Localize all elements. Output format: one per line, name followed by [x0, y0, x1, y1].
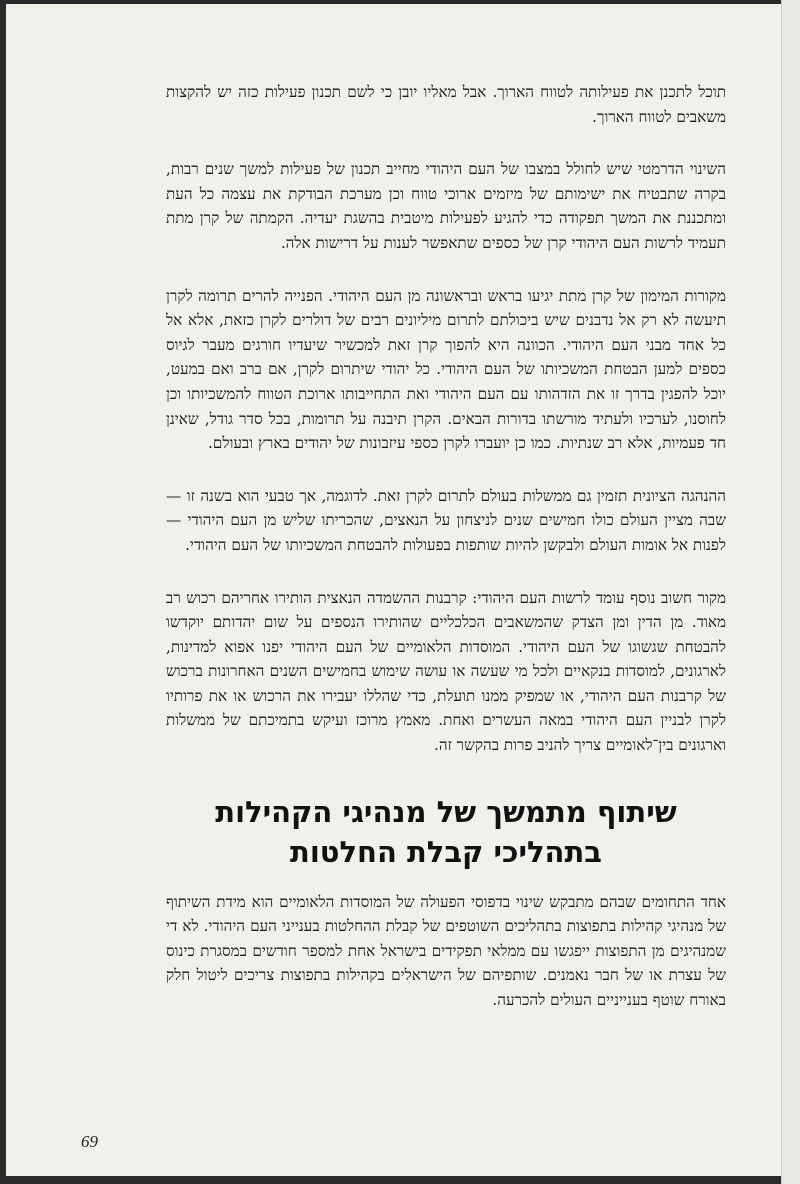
paragraph-1: תוכל לתכנן את פעילותה לטווח הארוך. אבל מאליו יובן כי לשם תכנון פעילות כזה יש להקצות משאבים לטווח הארוך.: [166, 83, 726, 126]
paragraph-6: אחד התחומים שבהם מתבקש שינוי בדפוסי הפעולה של המוסדות הלאומיים הוא מידת השיתוף של מנהיגי קהילות בתפוצות בתהליכים השוטפים של קבלת ההחלטות בענייני העם היהודי. לא די שמנהיגים מן התפוצות ייפגשו עם ממלאי תפקידים בישראל אחת למספר חודשים במסגרת כינוס של עצרת או של חבר נאמנים. שותפיהם של הישראלים בקהילות בתפוצות צריכים ליטול חלק באורח שוטף בענייניים העולים להכרעה.: [166, 892, 726, 1010]
section-heading-line-1: שיתוף מתמשך של מנהיגי הקהילות: [215, 794, 677, 829]
section-heading-line-2: בתהליכי קבלת החלטות: [290, 834, 602, 869]
scan-edge: [781, 0, 800, 1184]
paragraph-2: השינוי הדרמטי שיש לחולל במצבו של העם היהודי מחייב תכנון של פעילות למשך שנים רבות, בקרה שתבטיח את ישימותם של מיזמים ארוכי טווח וכן מערכת הבודקת את עצמה כל העת ומתכננת את המשך תפקודה כדי להגיע לפעילות מיטבית בהשגת יעדיה. הקמתה של קרן מתת תעמיד לרשות העם היהודי קרן של כספים שתאפשר לענות על דרישות אלה.: [166, 160, 726, 252]
paragraph-5: מקור חשוב נוסף עומד לרשות העם היהודי: קרבנות ההשמדה הנאצית הותירו אחריהם רכוש רב מאוד. מן הדין ומן הצדק שהמשאבים הכלכליים שהותירו הנספים על שום יהדותם יוקדשו להבטחת שגשוגו של העם היהודי. המוסדות הלאומיים של העם היהודי יפנו אפוא למדינות, לארגונים, למוסדות בנקאיים ולכל מי שעשה או עושה שימוש בחמישים השנים האחרונות ברכוש של קרבנות העם היהודי, או שמפיק ממנו תועלת, כדי שהללו יעבירו את הרכוש או את פרותיו לקרן לבניין העם היהודי במאה העשרים ואחת. מאמץ מרוכז ועיקש בתמיכתם של ממשלות וארגונים בין־לאומיים צריך להניב פרות בהקשר זה.: [166, 588, 726, 755]
paragraph-3: מקורות המימון של קרן מתת יגיעו בראש ובראשונה מן העם היהודי. הפנייה להרים תרומה לקרן תיעשה לא רק אל נדבנים שיש ביכולתם לתרום מיליונים רבים של דולרים לקרן כזאת, אלא אל כל אחד מבני העם היהודי. הכוונה היא להפוך קרן זאת למכשיר שיעדיו חורגים מעבר לגיוס כספים למען הבטחת המשכיותו של העם היהודי. כל יהודי שיתרום לקרן, אם ברב ואם במעט, יוכל להפגין בדרך זו את הזדהותו עם העם היהודי ואת התחייבותו ארוכת הטווח להמשכיותו וכן לחוסנו, לערכיו ולעתיד מורשתו בדורות הבאים. הקרן תיבנה על תרומות, בכל סדר גודל, שאינן חד פעמיות, אלא רב שנתיות. כמו כן יועברו לקרן כספי עיזבונות של יהודים בארץ ובעולם.: [166, 286, 726, 453]
section-heading: [166, 792, 726, 872]
page-number: 69: [81, 1132, 98, 1151]
page-body: [166, 80, 726, 1041]
book-page: [6, 4, 784, 1176]
paragraph-4: ההנהגה הציונית תזמין גם ממשלות בעולם לתרום לקרן זאת. לדוגמה, אך טבעי הוא בשנה זו — שבה מציין העולם כולו חמישים שנים לניצחון על הנאצים, שהכריתו שליש מן העם היהודי — לפנות אל אומות העולם ולבקשן להיות שותפות בפעולות להבטחת המשכיותו של העם היהודי.: [166, 486, 726, 554]
